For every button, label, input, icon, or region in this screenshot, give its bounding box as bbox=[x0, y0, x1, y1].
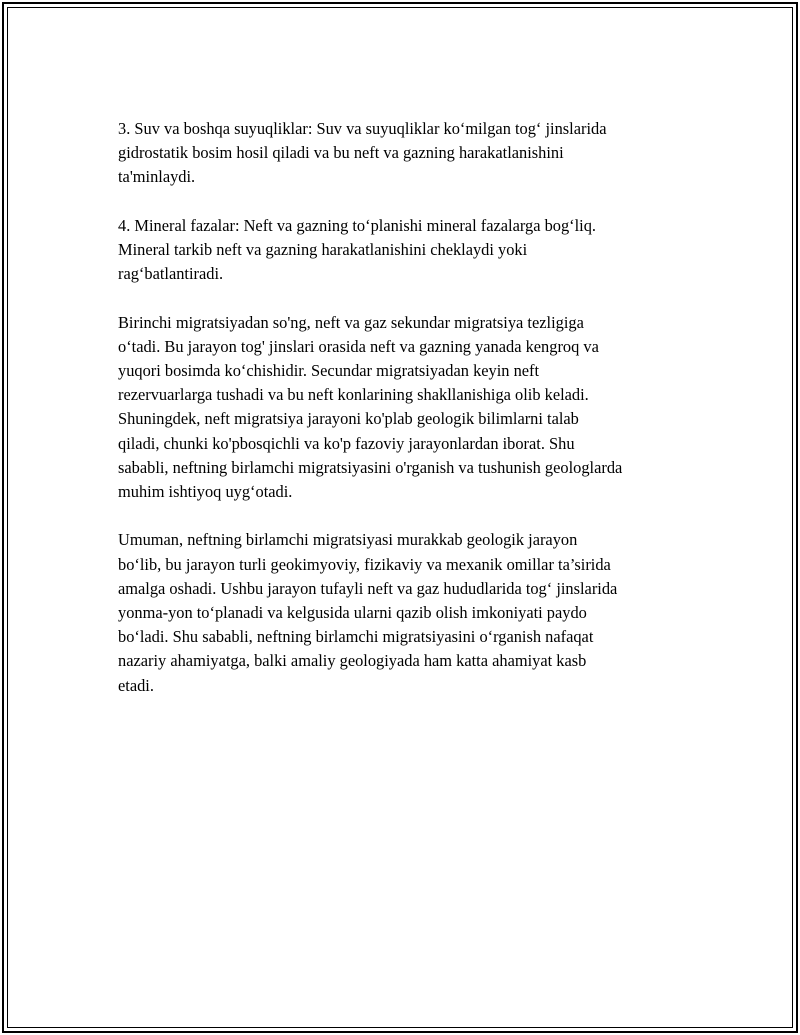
text-line: o‘tadi. Bu jarayon tog' jinslari orasida neft va gazning yanada kengroq va bbox=[118, 336, 599, 356]
paragraph-conclusion bbox=[118, 528, 698, 697]
text-line: Mineral tarkib neft va gazning harakatlanishini cheklaydi yoki bbox=[118, 240, 528, 259]
text-line: ta'minlaydi. bbox=[118, 167, 196, 187]
text-line: nazariy ahamiyatga, balki amaliy geologiyada ham katta ahamiyat kasb bbox=[118, 651, 587, 671]
text-line: rag‘batlantiradi. bbox=[118, 264, 224, 284]
text-line: 4. Mineral fazalar: Neft va gazning to‘planishi mineral fazalarga bog‘liq. bbox=[118, 215, 597, 235]
paragraph-water-fluids bbox=[118, 117, 698, 190]
text-line: bo‘ladi. Shu sababli, neftning birlamchi migratsiyasini o‘rganish nafaqat bbox=[118, 627, 594, 647]
text-line: etadi. bbox=[118, 675, 154, 695]
text-line: Birinchi migratsiyadan so'ng, neft va gaz sekundar migratsiya tezligiga bbox=[118, 312, 584, 332]
text-line: gidrostatik bosim hosil qiladi va bu neft va gazning harakatlanishini bbox=[118, 143, 564, 163]
text-line: yonma-yon to‘planadi va kelgusida ularni qazib olish imkoniyati paydo bbox=[118, 603, 587, 623]
text-line: rezervuarlarga tushadi va bu neft konlarining shakllanishiga olib keladi. bbox=[118, 385, 589, 405]
text-line: muhim ishtiyoq uyg‘otadi. bbox=[118, 482, 293, 502]
text-line: Shuningdek, neft migratsiya jarayoni ko'plab geologik bilimlarni talab bbox=[118, 409, 579, 429]
text-line: amalga oshadi. Ushbu jarayon tufayli neft va gaz hududlarida tog‘ jinslarida bbox=[118, 578, 618, 598]
text-line: yuqori bosimda ko‘chishidir. Secundar migratsiyadan keyin neft bbox=[118, 361, 540, 380]
paragraph-secondary-migration bbox=[118, 311, 698, 505]
text-line: qiladi, chunki ko'pbosqichli va ko'p fazoviy jarayonlardan iborat. Shu bbox=[118, 433, 575, 453]
document-body bbox=[118, 117, 698, 722]
paragraph-mineral-phases bbox=[118, 214, 698, 287]
text-line: sababli, neftning birlamchi migratsiyasini o'rganish va tushunish geologlarda bbox=[118, 457, 623, 477]
text-line: Umuman, neftning birlamchi migratsiyasi murakkab geologik jarayon bbox=[118, 530, 578, 550]
text-line: bo‘lib, bu jarayon turli geokimyoviy, fizikaviy va mexanik omillar ta’sirida bbox=[118, 554, 611, 574]
text-line: 3. Suv va boshqa suyuqliklar: Suv va suyuqliklar ko‘milgan tog‘ jinslarida bbox=[118, 119, 607, 138]
